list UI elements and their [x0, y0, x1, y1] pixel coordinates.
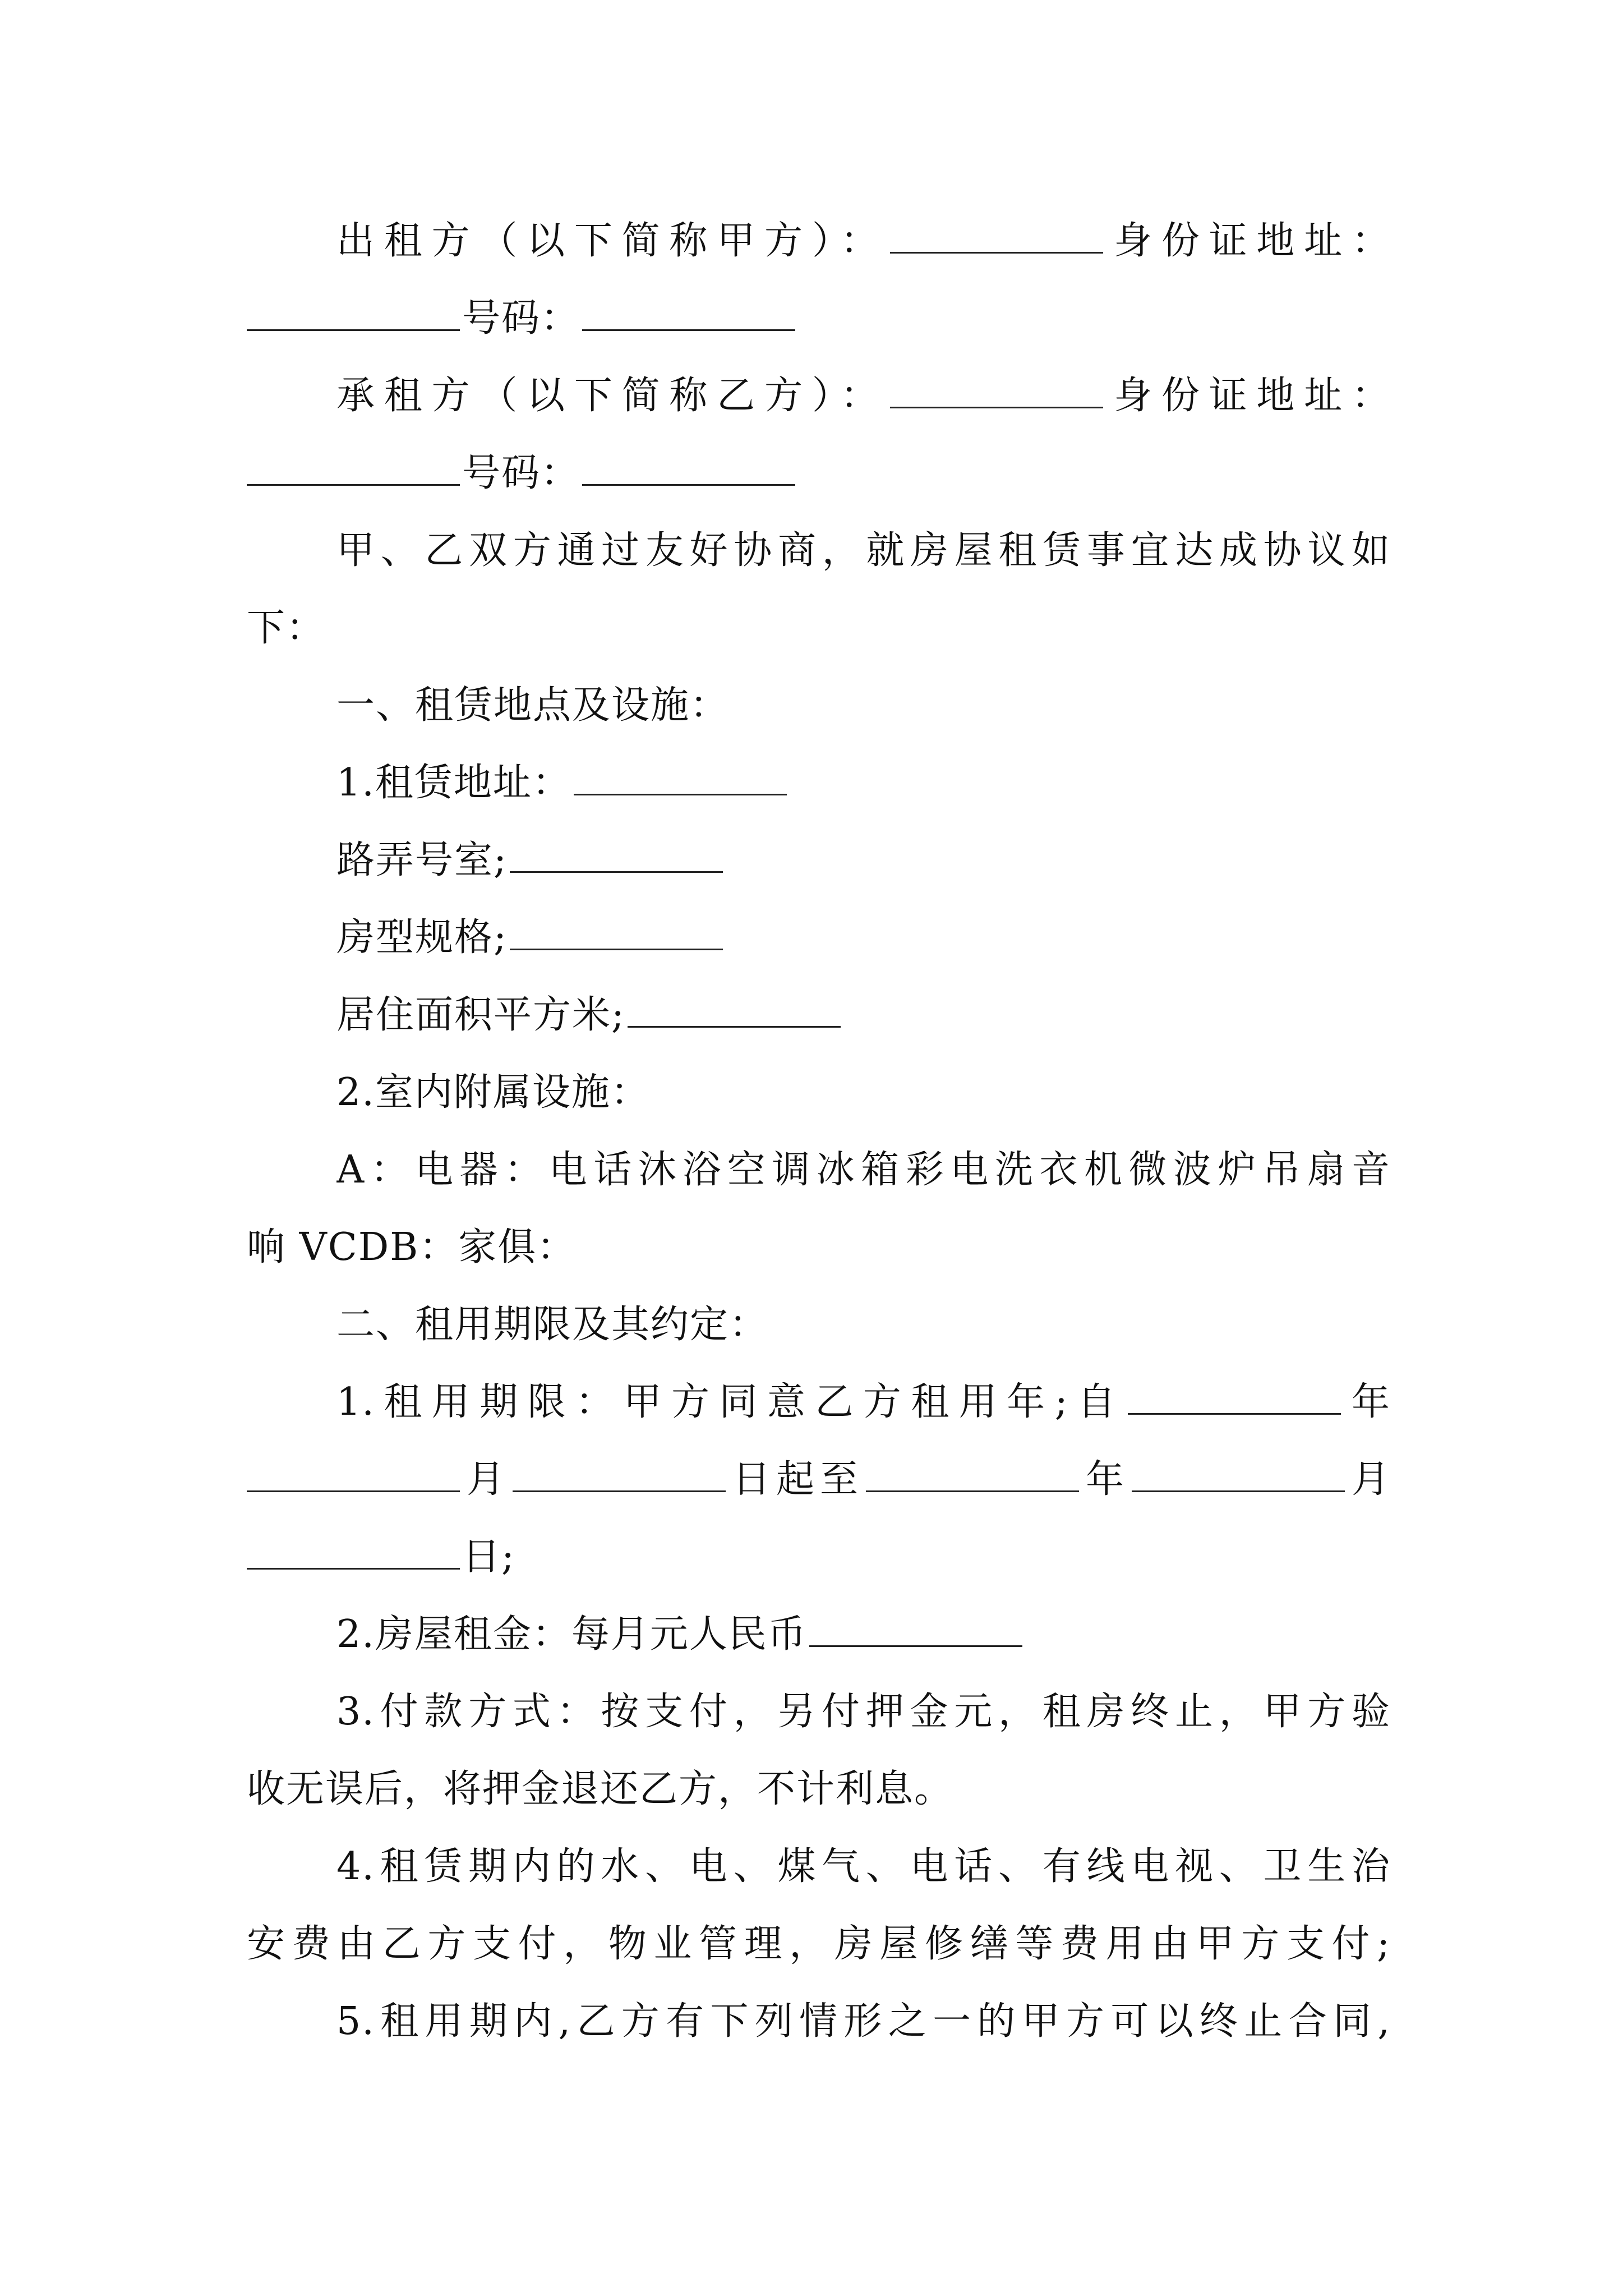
payment-line-1 [336, 1687, 1391, 1737]
lessor-label: 出租方（以下简称甲方）： [336, 219, 888, 263]
utilities-text-1: 4.租赁期内的水、电、煤气、电话、有线电视、卫生治 [336, 1844, 1391, 1889]
lessor-name-blank [890, 218, 1103, 254]
intro-line-1 [336, 526, 1391, 576]
rent-label: 2.房屋租金：每月元人民币 [336, 1612, 807, 1657]
lane-room-line [336, 835, 1391, 886]
section-1-title [336, 680, 1391, 731]
start-day-label: 日起至 [728, 1457, 864, 1502]
lessor-id-address-label: 身份证地址： [1105, 219, 1391, 263]
appliances-text-1: A：电器：电话沐浴空调冰箱彩电洗衣机微波炉吊扇音 [336, 1148, 1391, 1192]
lessor-line [336, 216, 1391, 266]
end-month-label: 月 [1347, 1457, 1391, 1502]
section-1-title-text: 一、租赁地点及设施： [336, 683, 730, 728]
start-month-label: 月 [462, 1457, 510, 1502]
intro-line-2 [247, 603, 1391, 654]
start-year-blank [1128, 1379, 1341, 1415]
lessee-address-blank [247, 450, 460, 486]
end-year-blank [866, 1457, 1079, 1492]
item-1-address [336, 758, 1391, 808]
lessee-name-blank [890, 373, 1103, 408]
lessee-id-address-label: 身份证地址： [1105, 374, 1391, 418]
house-type-line [336, 913, 1391, 963]
start-year-label: 年 [1343, 1380, 1391, 1424]
appliances-line-2 [247, 1222, 1391, 1273]
living-area-label: 居住面积平方米; [336, 993, 625, 1037]
termination-line-1 [336, 1996, 1391, 2047]
payment-text-1: 3.付款方式：按支付，另付押金元，租房终止，甲方验 [336, 1690, 1391, 1734]
intro-text-2: 下： [247, 606, 326, 650]
living-area-blank [628, 992, 841, 1028]
rental-address-blank [574, 760, 787, 795]
end-day-blank [247, 1534, 460, 1570]
lane-room-label: 路弄号室; [336, 838, 508, 882]
rent-blank [809, 1612, 1022, 1647]
end-month-blank [1132, 1457, 1345, 1492]
appliances-line-1 [336, 1145, 1391, 1195]
lessee-label: 承租方（以下简称乙方）： [336, 374, 888, 418]
term-line-1 [336, 1377, 1391, 1428]
payment-text-2: 收无误后，将押金退还乙方，不计利息。 [247, 1767, 954, 1811]
appliances-text-2: 响 VCDB：家俱： [247, 1225, 577, 1269]
lessee-number-label: 号码： [462, 451, 580, 495]
payment-line-2 [247, 1764, 1391, 1815]
lessor-number-label: 号码： [462, 296, 580, 341]
lessor-number-line [247, 293, 1391, 344]
lessor-number-blank [582, 296, 795, 331]
term-label: 1.租用期限：甲方同意乙方租用年;自 [336, 1380, 1126, 1424]
utilities-line-2 [247, 1919, 1391, 1970]
start-day-blank [513, 1457, 726, 1492]
start-month-blank [247, 1457, 460, 1492]
intro-text-1: 甲、乙双方通过友好协商，就房屋租赁事宜达成协议如 [336, 528, 1391, 573]
lessor-address-blank [247, 296, 460, 331]
section-2-title [336, 1300, 1391, 1350]
end-year-label: 年 [1081, 1457, 1129, 1502]
lane-room-blank [510, 838, 723, 873]
utilities-line-1 [336, 1842, 1391, 1892]
house-type-blank [510, 915, 723, 950]
section-2-title-text: 二、租用期限及其约定： [336, 1303, 769, 1347]
term-line-2 [247, 1455, 1391, 1505]
lessee-number-blank [582, 450, 795, 486]
utilities-text-2: 安费由乙方支付，物业管理，房屋修缮等费用由甲方支付; [247, 1922, 1391, 1966]
living-area-line [336, 990, 1391, 1041]
term-line-3 [247, 1532, 1391, 1582]
end-day-label: 日; [462, 1535, 515, 1579]
facilities-label: 2.室内附属设施： [336, 1070, 650, 1115]
rent-line [336, 1609, 1391, 1660]
house-type-label: 房型规格; [336, 915, 508, 960]
termination-text-1: 5.租用期内,乙方有下列情形之一的甲方可以终止合同, [336, 1999, 1391, 2044]
lessee-number-line [247, 448, 1391, 499]
item-2-facilities [336, 1068, 1391, 1118]
lessee-line [336, 371, 1391, 421]
rental-address-label: 1.租赁地址： [336, 761, 571, 805]
